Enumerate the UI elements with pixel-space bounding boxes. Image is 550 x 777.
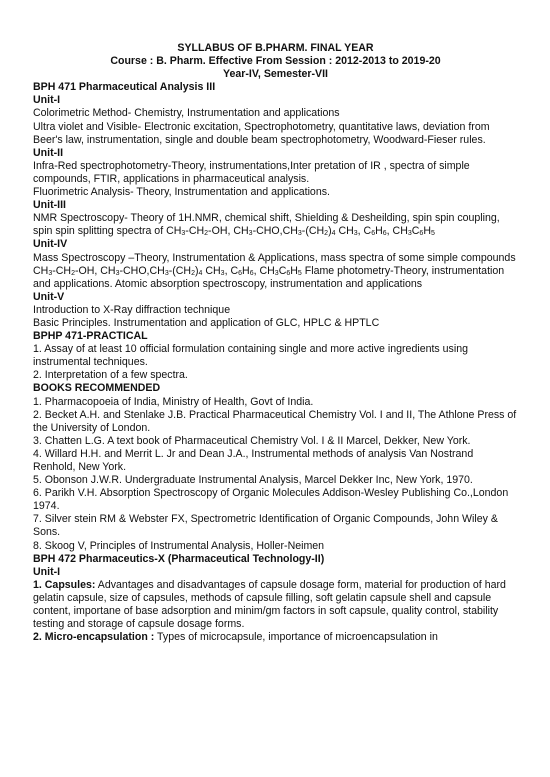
book-item: 1. Pharmacopoeia of India, Ministry of Health, Govt of India. (33, 395, 314, 408)
unit-1-label: Unit-I (33, 94, 61, 107)
books-heading: BOOKS RECOMMENDED (33, 382, 161, 395)
capsules-text: Advantages and disadvantages of capsule dosage form, material for production of hard gelatin capsule, size of capsules, methods of capsule filling, soft gelatin capsule shell and capsule content, importane of base adsorption and minim/gm factors in soft capsule, quality control, stability testing and storage of capsule dosage forms. (33, 578, 506, 631)
book-item: 3. Chatten L.G. A text book of Pharmaceutical Chemistry Vol. I & II Marcel, Dekker, New York. (33, 434, 471, 447)
capsules-title: 1. Capsules: (33, 578, 96, 591)
course-line: Course : B. Pharm. Effective From Session : 2012-2013 to 2019-20 (110, 55, 441, 68)
unit-4-mass-spectroscopy: Mass Spectroscopy –Theory, Instrumentation & Applications, mass spectra of some simple compounds $CH_3-CH_2-OH$, $CH_3-CHO,CH_3-(CH_2)_4$ $CH_3$, $C_6H_6$, $CH_3C_6H_5$ Flame photometry-Theory, instrumentation and applications. Atomic absorption spectroscopy, instrumentation and applications (33, 251, 516, 290)
book-item: 6. Parikh V.H. Absorption Spectroscopy of Organic Molecules Addison-Wesley Publishing Co.,London 1974. (33, 487, 509, 513)
unit-1-uv-visible: Ultra violet and Visible- Electronic excitation, Spectrophotometry, quantitative laws, deviation from Beer's law, instrumentation, single and double beam spectrophotometry, Woodward-Fieser rules. (33, 120, 490, 146)
year-semester-line: Year-IV, Semester-VII (222, 68, 329, 81)
unit-5-label: Unit-V (33, 290, 65, 303)
unit-3-label: Unit-III (33, 199, 66, 212)
practical-item-2: 2. Interpretation of a few spectra. (33, 369, 188, 382)
capsules-paragraph (33, 579, 518, 631)
unit-2-infrared: Infra-Red spectrophotometry-Theory, instrumentations,Inter pretation of IR , spectra of simple compounds, FTIR, applications in pharmaceutical analysis. (33, 159, 470, 185)
book-item: 8. Skoog V, Principles of Instrumental Analysis, Holler-Neimen (33, 539, 325, 552)
unit-2-label: Unit-II (33, 146, 64, 159)
unit-3-nmr: NMR Spectroscopy- Theory of 1H.NMR, chemical shift, Shielding & Desheilding, spin spin coupling, spin spin splitting spectra of $CH_3-CH_2-OH$, $CH_3-CHO,CH_3-(CH_2)_4$ $CH_3$, $C_6H_6$, $CH_3C_6H_5$ (33, 212, 500, 238)
syllabus-title: SYLLABUS OF B.PHARM. FINAL YEAR (177, 42, 374, 54)
bphp471-heading: BPHP 471-PRACTICAL (33, 330, 148, 343)
microencapsulation-paragraph (33, 631, 518, 644)
unit-4-label: Unit-IV (33, 238, 68, 251)
microencapsulation-text: Types of microcapsule, importance of microencapsulation in (154, 631, 438, 644)
bph472-heading: BPH 472 Pharmaceutics-X (Pharmaceutical Technology-II) (33, 552, 325, 565)
practical-item-1: 1. Assay of at least 10 official formulation containing single and more active ingredients using instrumental techniques. (33, 343, 468, 369)
bph472-unit-1-label: Unit-I (33, 565, 61, 578)
unit-5-xray: Introduction to X-Ray diffraction technique (33, 303, 231, 316)
unit-1-colorimetric: Colorimetric Method- Chemistry, Instrumentation and applications (33, 107, 340, 120)
unit-2-fluorimetric: Fluorimetric Analysis- Theory, Instrumentation and applications. (33, 186, 330, 199)
book-item: 7. Silver stein RM & Webster FX, Spectrometric Identification of Organic Compounds, John Wiley & Sons. (33, 513, 498, 539)
bph471-heading: BPH 471 Pharmaceutical Analysis III (33, 81, 216, 94)
book-item: 4. Willard H.H. and Merrit L. Jr and Dean J.A., Instrumental methods of analysis Van Nostrand Renhold, New York. (33, 447, 474, 473)
book-item: 5. Obonson J.W.R. Undergraduate Instrumental Analysis, Marcel Dekker Inc, New York, 1970. (33, 474, 473, 487)
microencapsulation-title: 2. Micro-encapsulation : (33, 631, 155, 644)
unit-5-chromatography: Basic Principles. Instrumentation and application of GLC, HPLC & HPTLC (33, 316, 380, 329)
book-item: 2. Becket A.H. and Stenlake J.B. Practical Pharmaceutical Chemistry Vol. I and II, The Athlone Press of the University of London. (33, 408, 517, 434)
